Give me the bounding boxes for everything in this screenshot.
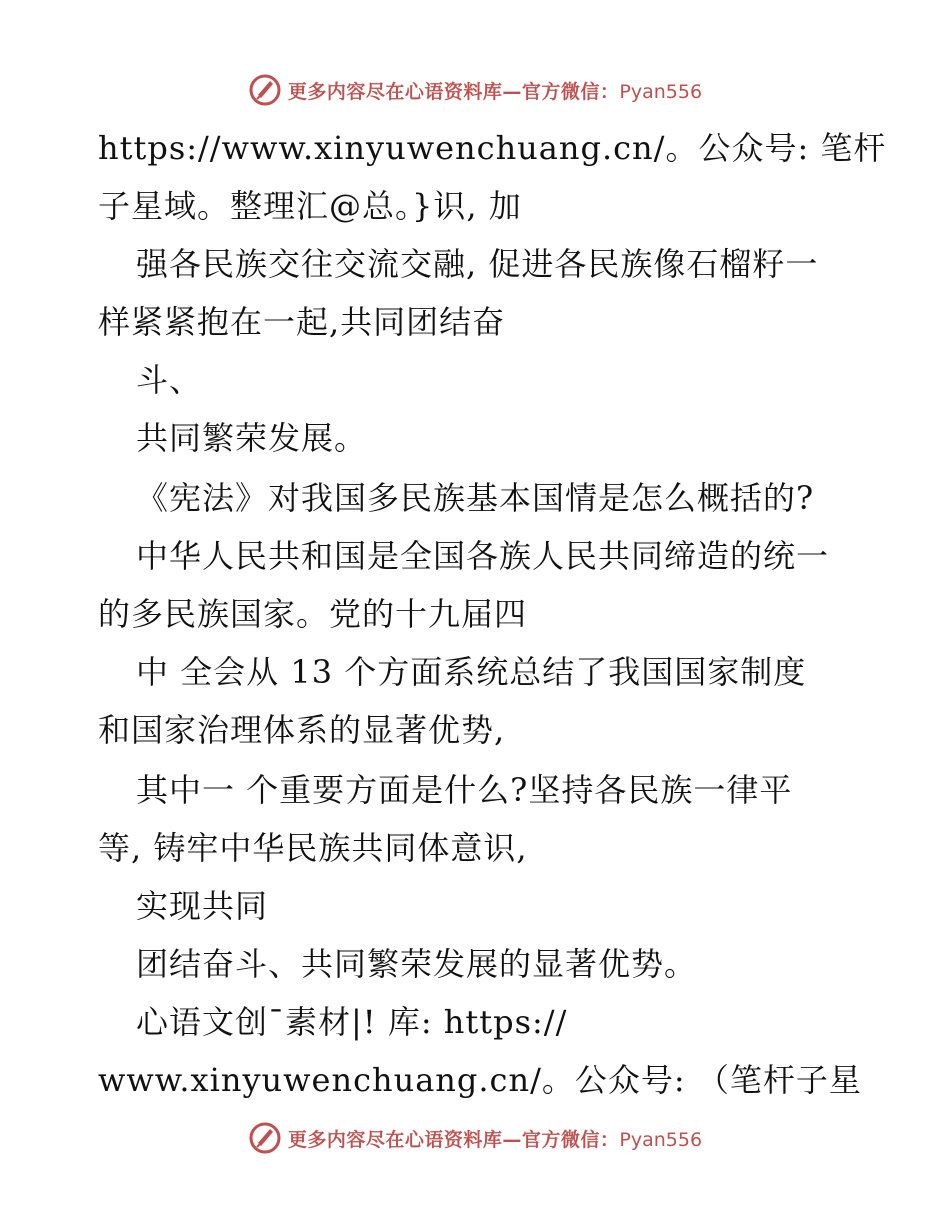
banner-text: 更多内容尽在心语资料库—官方微信：Pyan556 xyxy=(287,1128,703,1151)
footer-banner xyxy=(0,1118,950,1158)
text-line: https://www.xinyuwenchuang.cn/。公众号: 笔杆 xyxy=(98,129,887,167)
banner-wechat-id: Pyan556 xyxy=(619,1128,703,1151)
banner-text: 更多内容尽在心语资料库—官方微信：Pyan556 xyxy=(287,80,703,103)
text-line: 中华人民共和国是全国各族人民共同缔造的统一 xyxy=(136,537,830,575)
text-line: 斗、 xyxy=(136,361,203,399)
text-line: 强各民族交往交流交融, 促进各民族像石榴籽一 xyxy=(136,245,819,283)
banner-wechat-id: Pyan556 xyxy=(619,80,703,103)
text-line: 的多民族国家。党的十九届四 xyxy=(98,595,528,633)
text-line: 实现共同 xyxy=(136,887,269,925)
text-line: 其中一 个重要方面是什么?坚持各民族一律平 xyxy=(136,771,793,809)
text-line: 共同繁荣发展。 xyxy=(136,419,368,457)
text-line: 等, 铸牢中华民族共同体意识, xyxy=(98,829,528,867)
text-line: 《宪法》对我国多民族基本国情是怎么概括的? xyxy=(136,479,815,517)
text-line: 和国家治理体系的显著优势, xyxy=(98,711,506,749)
text-line: www.xinyuwenchuang.cn/。公众号: （笔杆子星 xyxy=(98,1061,862,1099)
text-line: 团结奋斗、共同繁荣发展的显著优势。 xyxy=(136,945,698,983)
brand-logo-icon xyxy=(248,1121,282,1155)
text-line: 子星域。整理汇@总。}识, 加 xyxy=(98,187,522,225)
text-line: 心语文创¯素材|! 库: https:// xyxy=(136,1003,568,1041)
text-line: 样紧紧抱在一起,共同团结奋 xyxy=(98,303,506,341)
text-line: 中 全会从 13 个方面系统总结了我国国家制度 xyxy=(136,653,807,691)
